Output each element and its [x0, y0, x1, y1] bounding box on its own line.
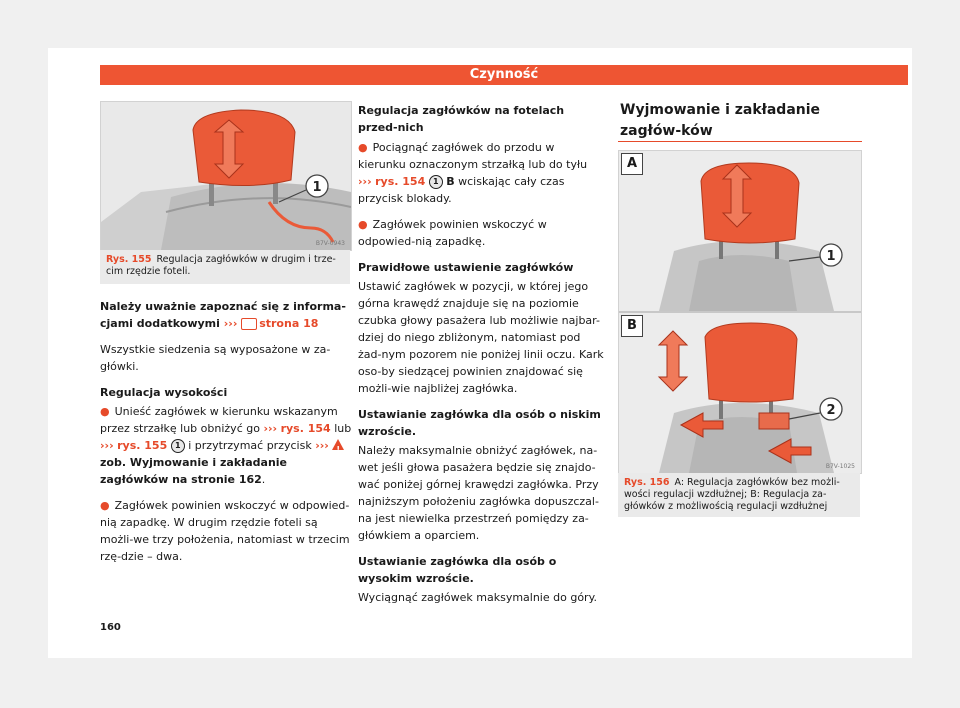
chapter-header: Czynność [100, 65, 908, 85]
paragraph: Wszystkie siedzenia są wyposażone w za-główki. [100, 343, 331, 373]
figure-156 [618, 150, 862, 474]
manual-page [48, 48, 912, 658]
paragraph: Ustawić zagłówek w pozycji, w której jego górna krawędź znajduje się na poziomie czubka głowy pasażera lub możliwie najbar-dziej do niego zbliżonym, natomiast pod żad-nym pozorem nie poniżej linii oczu. Kark oso-by siedzącej powinien znajdować się możli-wie najbliżej zagłówka. [358, 280, 604, 395]
callout-number: 1 [429, 175, 443, 189]
front-seat-headrest-illustration [619, 151, 861, 473]
middle-column-text [358, 102, 604, 615]
book-icon [241, 318, 257, 330]
callout-2: 2 [826, 403, 836, 418]
section-divider [618, 141, 862, 142]
section-title: Wyjmowanie i zakładanie zagłów-ków [620, 102, 821, 139]
caption-label: Rys. 156 [624, 477, 670, 488]
link-rys-154[interactable]: rys. 154 [375, 175, 426, 188]
heading-correct-position: Prawidłowe ustawienie zagłówków [358, 261, 574, 274]
caption-text: A: Regulacja zagłówków bez możli-wości regulacji wzdłużnej; B: Regulacja za-główków z możliwością regulacji wzdłużnej [624, 477, 840, 512]
intro-note: Należy uważnie zapoznać się z informa-cjami dodatkowymi ››› strona 18 [100, 300, 346, 330]
figure-label-a: A [621, 153, 643, 175]
caption-text: Regulacja zagłówków w drugim i trze-cim rzędzie foteli. [106, 254, 336, 277]
link-rys-155[interactable]: rys. 155 [117, 439, 168, 452]
caption-label: Rys. 155 [106, 254, 152, 265]
bullet-item: ● Unieść zagłówek w kierunku wskazanym przez strzałkę lub obniżyć go ››› rys. 154 lub ››› rys. 155 1 i przytrzymać przycisk ››› ! zob. Wyjmowanie i zakładanie zagłówków na stronie 162. [100, 403, 352, 488]
warning-icon [332, 439, 344, 450]
bullet-item: ● Zagłówek powinien wskoczyć w odpowied-nią zapadkę. [358, 218, 547, 248]
figure-label-b: B [621, 315, 643, 337]
heading-tall-persons: Ustawianie zagłówka dla osób o wysokim wzroście. [358, 555, 557, 585]
link-page-162[interactable]: zob. Wyjmowanie i zakładanie zagłówków na stronie 162 [100, 456, 288, 486]
link-rys-154[interactable]: rys. 154 [280, 422, 331, 435]
left-column-text [100, 298, 352, 574]
caption-156 [618, 473, 860, 517]
figure-code: B7V-0943 [315, 240, 345, 247]
page-number: 160 [100, 622, 121, 633]
heading-front-seats: Regulacja zagłówków na fotelach przed-nich [358, 104, 565, 134]
bullet-item: ● Zagłówek powinien wskoczyć w odpowied-nią zapadkę. W drugim rzędzie foteli są możli-we trzy położenia, natomiast w trzecim rzę-dzie – dwa. [100, 499, 350, 563]
caption-155 [100, 250, 350, 284]
heading-height: Regulacja wysokości [100, 386, 228, 399]
paragraph: Wyciągnąć zagłówek maksymalnie do góry. [358, 591, 598, 604]
heading-short-persons: Ustawianie zagłówka dla osób o niskim wzroście. [358, 408, 601, 438]
callout-1: 1 [312, 180, 322, 195]
callout-number: 1 [171, 439, 185, 453]
paragraph: Należy maksymalnie obniżyć zagłówek, na-wet jeśli głowa pasażera będzie się znajdo-wać poniżej górnej krawędzi zagłówka. Przy najniższym położeniu zagłówka dopuszczal-na jest niewielka przestrzeń pomiędzy za-główkiem a oparciem. [358, 444, 599, 542]
figure-155 [100, 101, 352, 251]
figure-code: B7V-1025 [825, 463, 855, 470]
callout-1: 1 [826, 249, 836, 264]
link-page-18[interactable]: strona 18 [259, 317, 319, 330]
rear-seat-headrest-illustration [101, 102, 351, 250]
bullet-item: ● Pociągnąć zagłówek do przodu w kierunku oznaczonym strzałką lub do tyłu ››› rys. 154 1 B wciskając cały czas przycisk blokady. [358, 141, 588, 205]
